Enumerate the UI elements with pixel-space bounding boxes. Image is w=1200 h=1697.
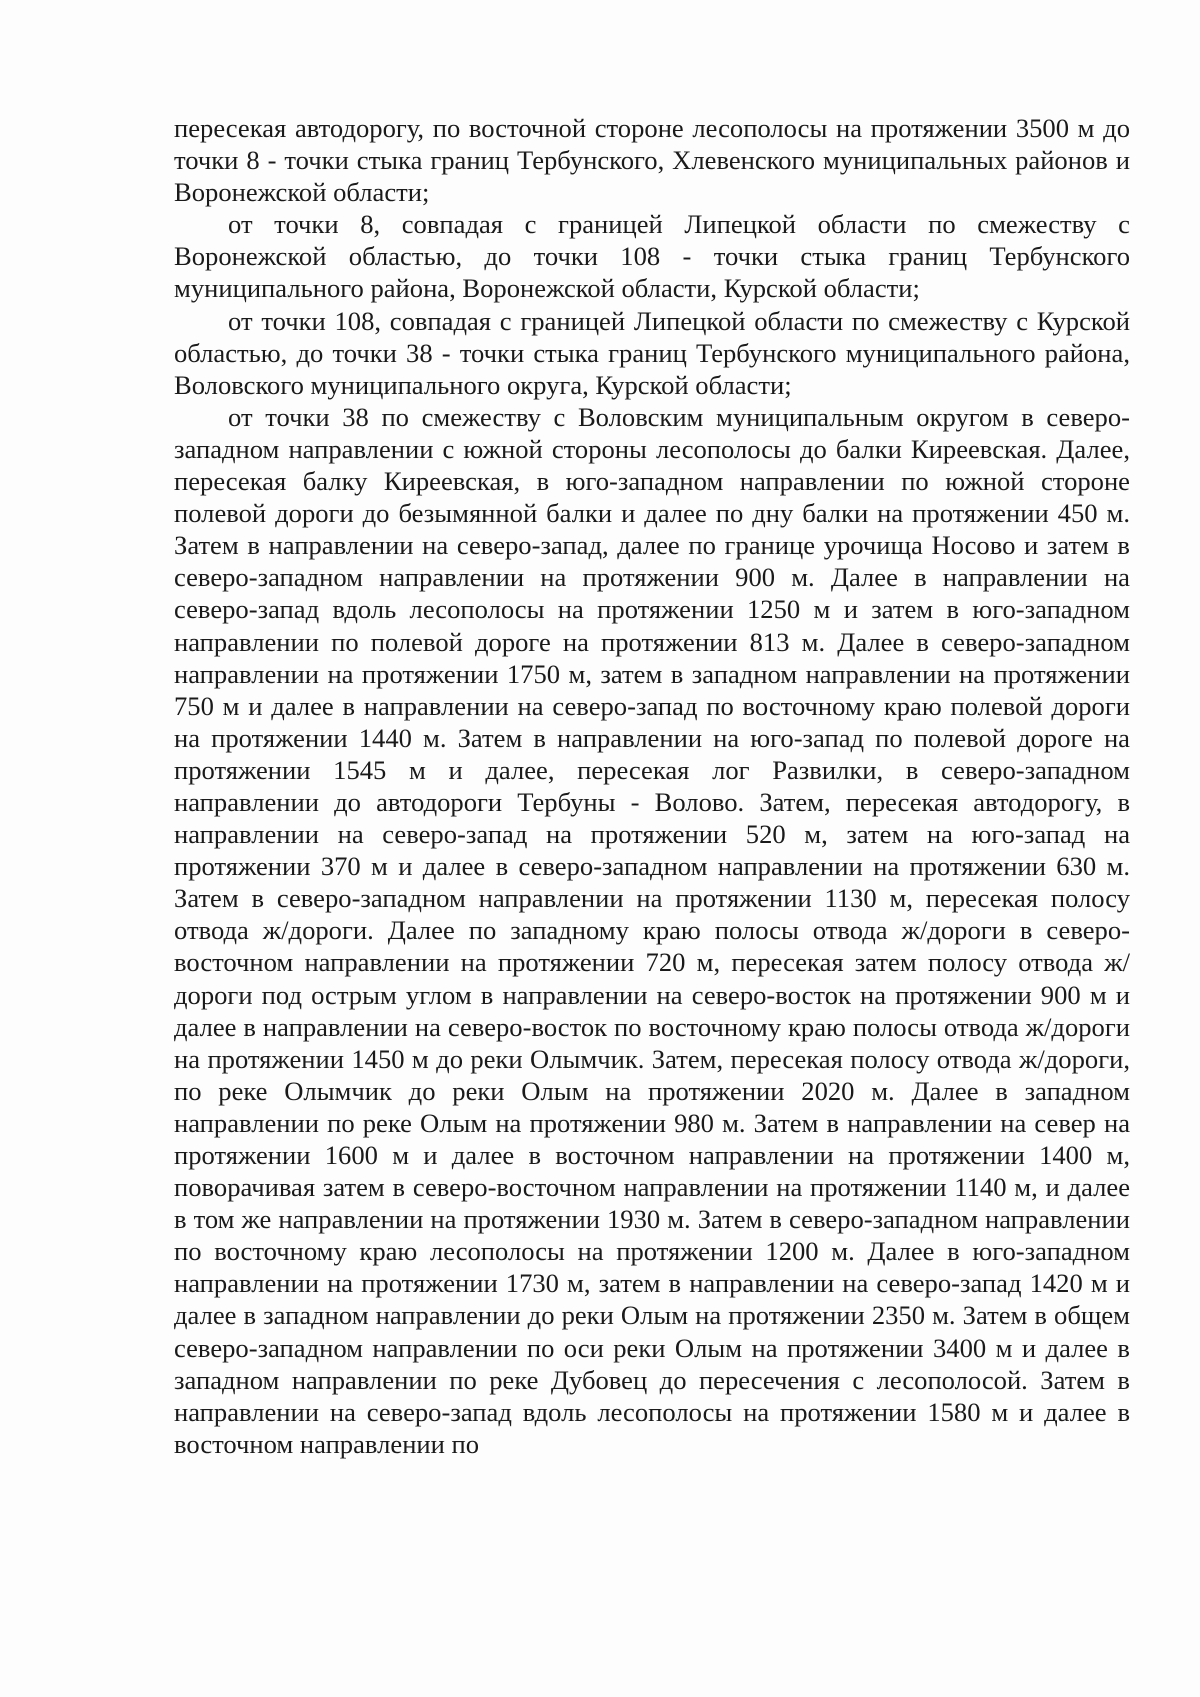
paragraph-point-38: от точки 38 по смежеству с Воловским муниципальным округом в северо-западном направлении с южной стороны лесополосы до балки Киреевская. Далее, пересекая балку Киреевская, в юго-западном направлении по южной стороне полевой дороги до безымянной балки и далее по дну балки на протяжении 450 м. Затем в направлении на северо-запад, далее по границе урочища Носово и затем в северо-западном направлении на протяжении 900 м. Далее в направлении на северо-запад вдоль лесополосы на протяжении 1250 м и затем в юго-западном направлении по полевой дороге на протяжении 813 м. Далее в северо-западном направлении на протяжении 1750 м, затем в западном направлении на протяжении 750 м и далее в направлении на северо-запад по восточному краю полевой дороги на протяжении 1440 м. Затем в направлении на юго-запад по полевой дороге на протяжении 1545 м и далее, пересекая лог Развилки, в северо-западном направлении до автодороги Тербуны - Волово. Затем, пересекая автодорогу, в направлении на северо-запад на протяжении 520 м, затем на юго-запад на протяжении 370 м и далее в северо-западном направлении на протяжении 630 м. Затем в северо-западном направлении на протяжении 1130 м, пересекая полосу отвода ж/дороги. Далее по западному краю полосы отвода ж/дороги в северо-восточном направлении на протяжении 720 м, пересекая затем полосу отвода ж/дороги под острым углом в направлении на северо-восток на протяжении 900 м и далее в направлении на северо-восток по восточному краю полосы отвода ж/дороги на протяжении 1450 м до реки Олымчик. Затем, пересекая полосу отвода ж/дороги, по реке Олымчик до реки Олым на протяжении 2020 м. Далее в западном направлении по реке Олым на протяжении 980 м. Затем в направлении на север на протяжении 1600 м и далее в восточном направлении на протяжении 1400 м, поворачивая затем в северо-восточном направлении на протяжении 1140 м, и далее в том же направлении на протяжении 1930 м. Затем в северо-западном направлении по восточному краю лесополосы на протяжении 1200 м. Далее в юго-западном направлении на протяжении 1730 м, затем в направлении на северо-запад 1420 м и далее в западном направлении до реки Олым на протяжении 2350 м. Затем в общем северо-западном направлении по оси реки Олым на протяжении 3400 м и далее в западном направлении по реке Дубовец до пересечения с лесополосой. Затем в направлении на северо-запад вдоль лесополосы на протяжении 1580 м и далее в восточном направлении по xyxy=(174,401,1130,1459)
paragraph-continuation: пересекая автодорогу, по восточной стороне лесополосы на протяжении 3500 м до точки 8 - точки стыка границ Тербунского, Хлевенского муниципальных районов и Воронежской области; xyxy=(174,113,1130,208)
paragraph-point-8: от точки 8, совпадая с границей Липецкой области по смежеству с Воронежской областью, до точки 108 - точки стыка границ Тербунского муниципального района, Воронежской области, Курской области; xyxy=(174,209,1130,304)
document-text-body xyxy=(174,112,1130,1460)
paragraph-point-108: от точки 108, совпадая с границей Липецкой области по смежеству с Курской областью, до точки 38 - точки стыка границ Тербунского муниципального района, Воловского муниципального округа, Курской области; xyxy=(174,305,1130,400)
